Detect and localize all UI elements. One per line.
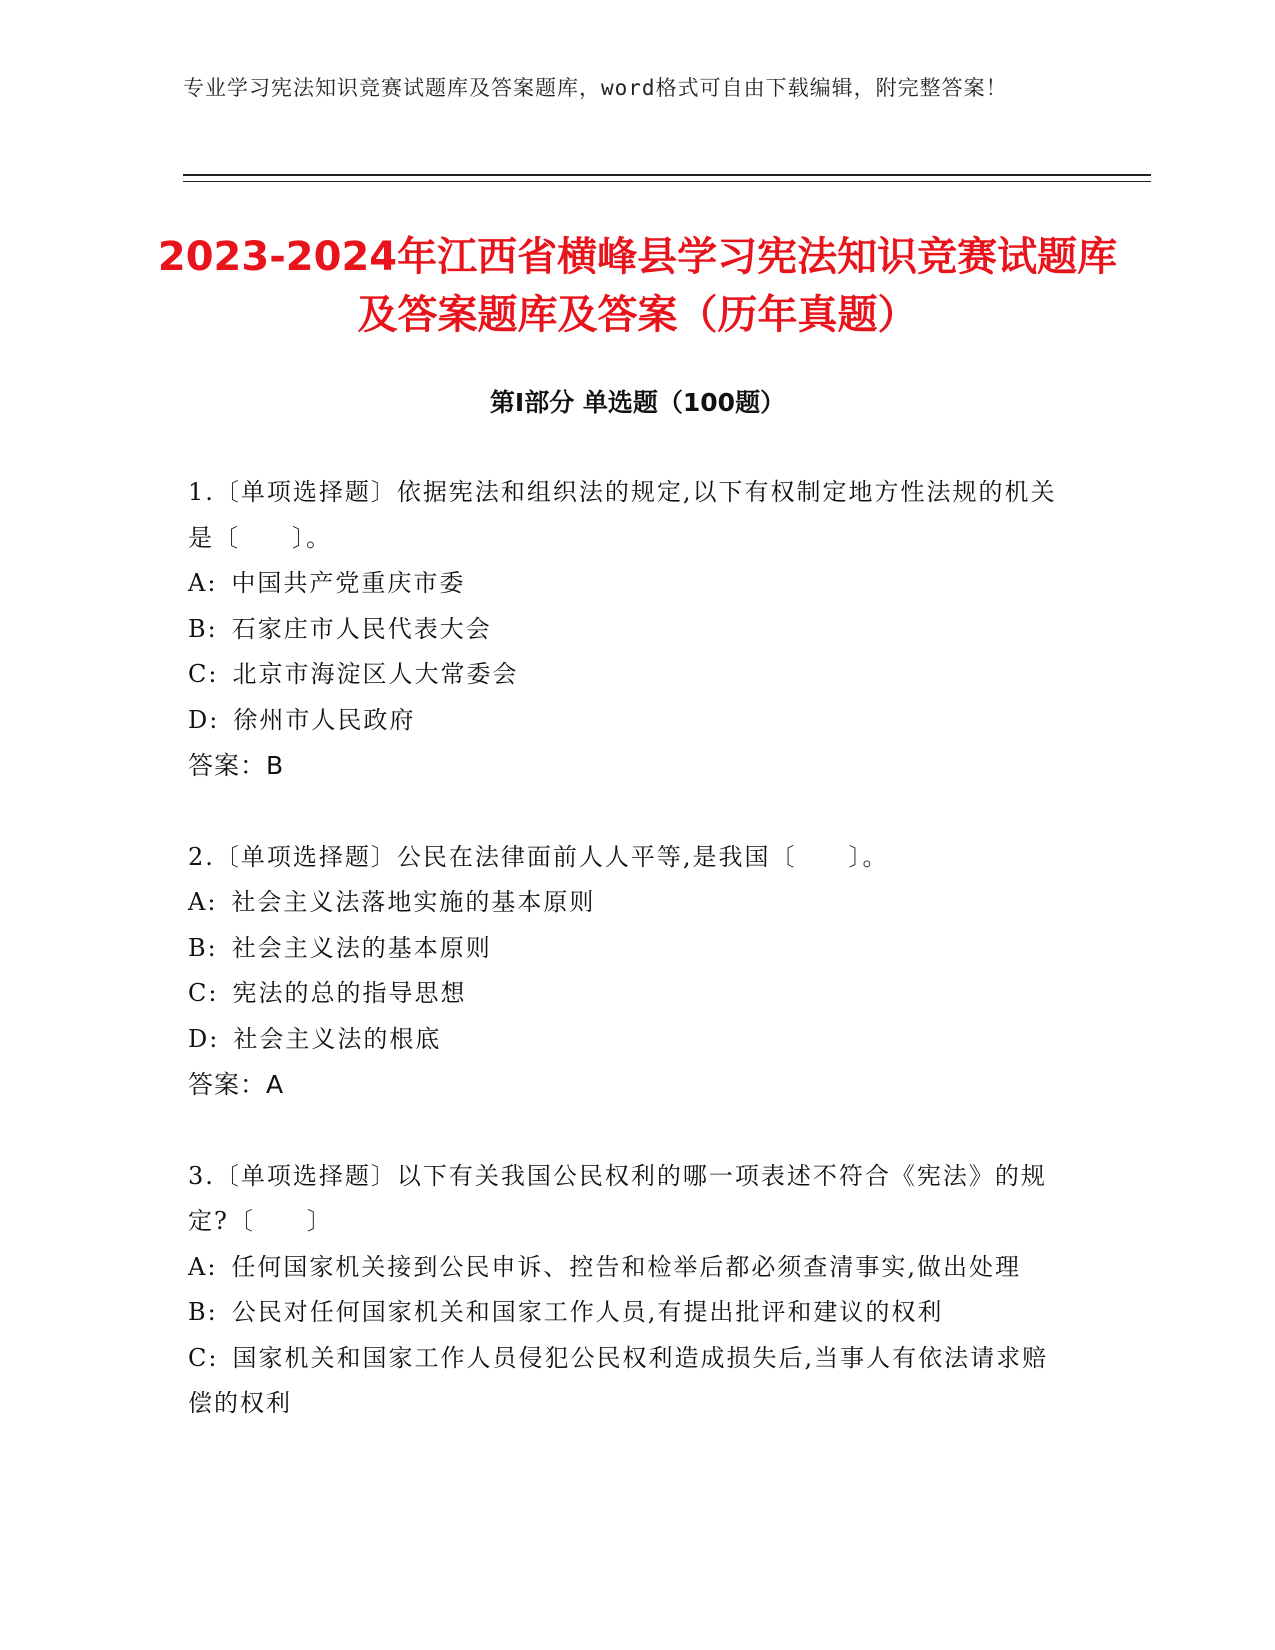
question-stem: 2.〔单项选择题〕公民在法律面前人人平等,是我国〔 〕。	[188, 842, 889, 871]
option-b	[188, 607, 1068, 653]
option-a	[188, 561, 1068, 607]
option-text: 公民对任何国家机关和国家工作人员,有提出批评和建议的权利	[231, 1298, 944, 1326]
option-text: 社会主义法的基本原则	[231, 933, 492, 962]
option-letter: B:	[188, 614, 218, 643]
option-text: 徐州市人民政府	[233, 705, 416, 734]
header-rule-thin	[183, 181, 1151, 182]
option-a	[188, 880, 1068, 926]
option-letter: D:	[188, 705, 220, 734]
option-letter: C:	[188, 1343, 219, 1372]
document-title: 2023-2024年江西省横峰县学习宪法知识竞赛试题库及答案题库及答案（历年真题）	[157, 234, 1118, 338]
option-letter: C:	[188, 660, 219, 688]
option-d	[188, 1017, 1068, 1063]
option-letter: C:	[188, 979, 219, 1007]
option-a	[188, 1245, 1068, 1291]
option-c	[188, 971, 1068, 1017]
question-2	[188, 835, 1068, 1108]
option-text: 宪法的总的指导思想	[232, 979, 467, 1007]
option-text: 石家庄市人民代表大会	[231, 614, 492, 643]
option-letter: B:	[188, 1298, 218, 1326]
option-letter: A:	[188, 569, 218, 597]
question-stem: 3.〔单项选择题〕以下有关我国公民权利的哪一项表述不符合《宪法》的规定?〔 〕	[188, 1161, 1047, 1235]
question-stem: 1.〔单项选择题〕依据宪法和组织法的规定,以下有权制定地方性法规的机关是〔 〕。	[188, 478, 1057, 552]
option-b	[188, 1290, 1068, 1336]
question-3	[188, 1154, 1068, 1427]
option-text: 北京市海淀区人大常委会	[232, 660, 519, 688]
option-d	[188, 698, 1068, 744]
option-letter: A:	[188, 888, 218, 916]
option-text: 中国共产党重庆市委	[231, 569, 466, 597]
option-text: 社会主义法的根底	[233, 1024, 442, 1053]
option-letter: A:	[188, 1252, 218, 1281]
section-heading: 第Ⅰ部分 单选题（100题）	[489, 388, 786, 417]
answer-line: 答案：B	[188, 751, 285, 780]
option-text: 国家机关和国家工作人员侵犯公民权利造成损失后,当事人有依法请求赔偿的权利	[188, 1343, 1049, 1417]
option-c	[188, 1336, 1068, 1427]
question-1	[188, 470, 1068, 789]
header-rule-thick	[183, 174, 1151, 176]
question-list	[188, 470, 1068, 1473]
option-letter: D:	[188, 1024, 220, 1053]
option-text: 任何国家机关接到公民申诉、控告和检举后都必须查清事实,做出处理	[231, 1252, 1022, 1281]
option-text: 社会主义法落地实施的基本原则	[231, 888, 596, 916]
option-c	[188, 652, 1068, 698]
answer-line: 答案：A	[188, 1070, 285, 1099]
header-note: 专业学习宪法知识竞赛试题库及答案题库，word格式可自由下载编辑，附完整答案！	[183, 76, 1008, 100]
option-b	[188, 926, 1068, 972]
option-letter: B:	[188, 933, 218, 962]
